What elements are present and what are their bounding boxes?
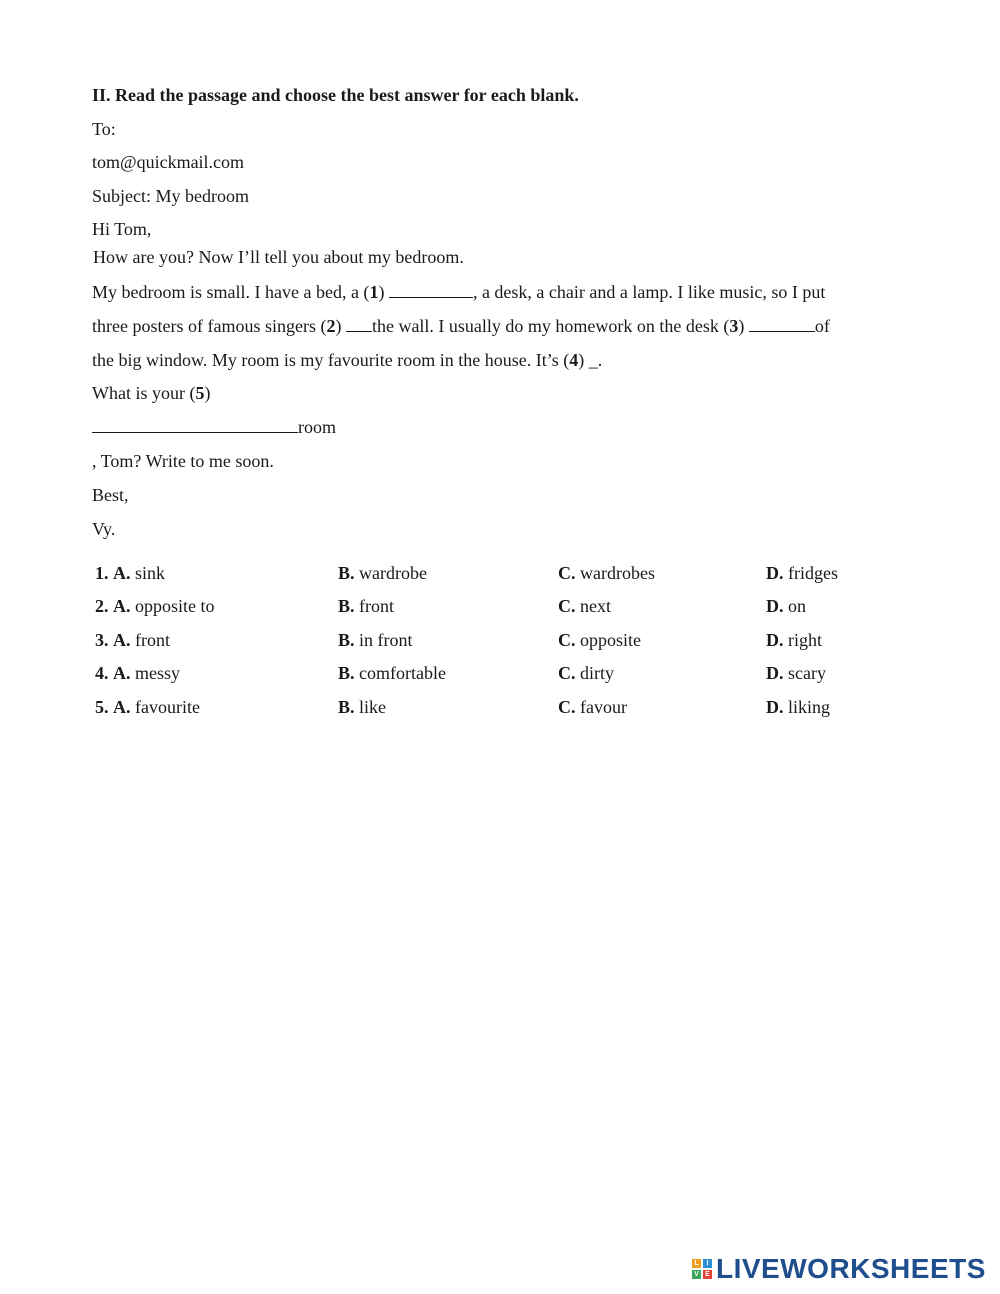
option-5d[interactable]: D. liking — [766, 697, 831, 717]
email-sign-off: Best, — [92, 485, 129, 505]
section-heading: II. Read the passage and choose the best answer for each blank. — [92, 85, 579, 105]
option-4a[interactable]: 4. A. messy — [95, 663, 180, 683]
option-2c[interactable]: C. next — [558, 596, 611, 616]
blank-3[interactable] — [749, 315, 815, 332]
option-5c[interactable]: C. favour — [558, 697, 627, 717]
blank-1[interactable] — [389, 281, 473, 298]
option-3b[interactable]: B. in front — [338, 630, 413, 650]
logo-text: LIVEWORKSHEETS — [716, 1253, 986, 1284]
liveworksheets-logo-icon: L I V E — [692, 1259, 712, 1279]
option-1d[interactable]: D. fridges — [766, 563, 838, 583]
email-intro: How are you? Now I’ll tell you about my bedroom. — [93, 247, 464, 267]
question-5-prompt: What is your (5) — [92, 383, 211, 403]
email-greeting: Hi Tom, — [92, 219, 152, 239]
option-2a[interactable]: 2. A. opposite to — [95, 596, 215, 616]
option-4c[interactable]: C. dirty — [558, 663, 614, 683]
email-to-label: To: — [92, 119, 116, 139]
option-1b[interactable]: B. wardrobe — [338, 563, 427, 583]
blank-5[interactable] — [92, 416, 298, 433]
option-1c[interactable]: C. wardrobes — [558, 563, 655, 583]
email-closing-line: , Tom? Write to me soon. — [92, 451, 274, 471]
email-to-address: tom@quickmail.com — [92, 152, 245, 172]
option-2d[interactable]: D. on — [766, 596, 806, 616]
question-5-answer-line: room — [92, 416, 336, 438]
option-4b[interactable]: B. comfortable — [338, 663, 446, 683]
option-5b[interactable]: B. like — [338, 697, 387, 717]
option-3c[interactable]: C. opposite — [558, 630, 641, 650]
option-3a[interactable]: 3. A. front — [95, 630, 170, 650]
passage-line-3: the big window. My room is my favourite room in the house. It’s (4) _. — [92, 350, 603, 370]
option-5a[interactable]: 5. A. favourite — [95, 697, 200, 717]
email-signature: Vy. — [92, 519, 116, 539]
email-subject: Subject: My bedroom — [92, 186, 249, 206]
option-4d[interactable]: D. scary — [766, 663, 826, 683]
option-3d[interactable]: D. right — [766, 630, 822, 650]
blank-2[interactable] — [346, 315, 372, 332]
passage-line-2: three posters of famous singers (2) the wall. I usually do my homework on the desk (3) of — [92, 316, 830, 336]
liveworksheets-logo — [692, 1254, 986, 1284]
passage-line-1: My bedroom is small. I have a bed, a (1) , a desk, a chair and a lamp. I like music, so I put — [92, 282, 826, 302]
option-1a[interactable]: 1. A. sink — [95, 563, 166, 583]
option-2b[interactable]: B. front — [338, 596, 395, 616]
